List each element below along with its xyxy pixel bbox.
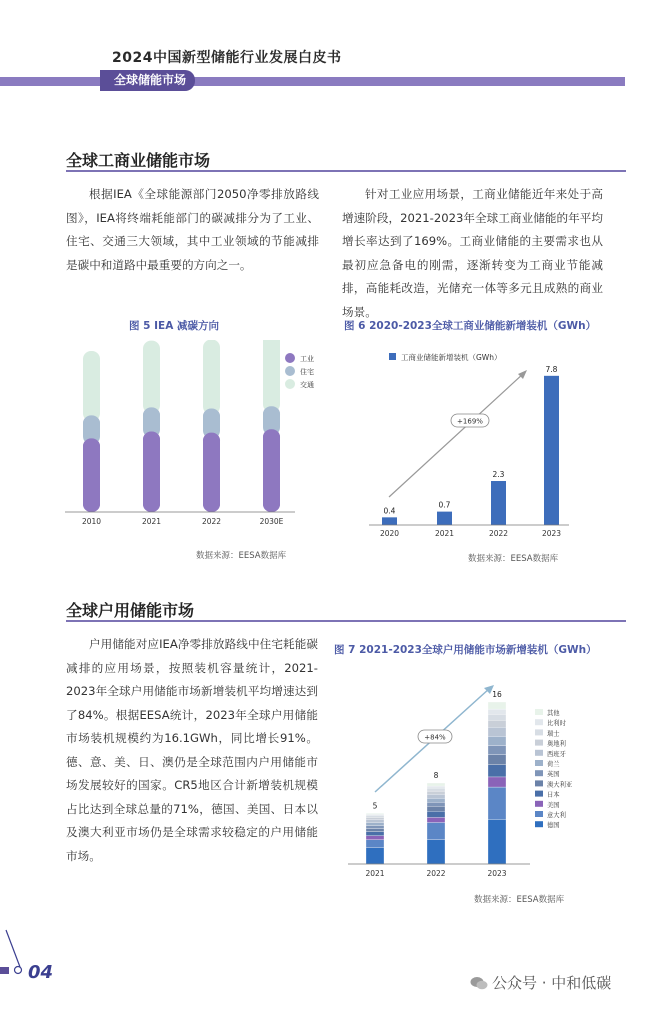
header-rule [0, 77, 625, 86]
fig7-seg-瑞士-2023 [488, 714, 506, 720]
paragraph-iea: 根据IEA《全球能源部门2050净零排放路线图》，IEA将终端耗能部门的碳减排分为了工业、住宅、交通三大领域，其中工业领域的节能减排是碳中和道路中最重要的方向之一。 [66, 187, 319, 272]
fig7-legend-label: 其他 [547, 710, 560, 717]
fig7-seg-英国-2022 [427, 802, 445, 806]
fig7-legend-swatch-比利时 [535, 719, 543, 725]
fig5-x-tick: 2021 [141, 517, 162, 526]
fig5-seg-工业-2030E [263, 429, 280, 512]
fig7-legend-label: 比利时 [547, 720, 566, 728]
fig7-seg-澳大利亚-2023 [488, 755, 506, 765]
fig6-value-label: 0.4 [383, 506, 396, 516]
paragraph-commercial: 针对工业应用场景，工商业储能近年来处于高增速阶段，2021-2023年全球工商业储能的年平均增长率达到了169%。工商业储能的主要需求也从最初应急备电的刚需，逐渐转变为工商业节能减排，高能耗改造，光储充一体等多元且成熟的商业场景。 [342, 187, 603, 319]
fig7-seg-奥地利-2022 [427, 791, 445, 794]
fig5-legend-dot-交通 [285, 379, 295, 389]
document-title: 2024中国新型储能行业发展白皮书 [112, 50, 342, 66]
fig7-legend-label: 意大利 [547, 812, 566, 819]
fig7-legend-label: 奥地利 [547, 740, 566, 748]
fig7-seg-比利时-2023 [488, 709, 506, 714]
fig6-bar-2023 [544, 376, 559, 525]
fig6-x-tick: 2023 [541, 529, 562, 538]
fig5-legend-dot-工业 [285, 353, 295, 363]
fig5-bar-交通-2010 [83, 351, 100, 421]
fig7-seg-奥地利-2023 [488, 720, 506, 727]
fig7-seg-其他-2023 [488, 702, 506, 709]
fig7-legend-swatch-意大利 [535, 811, 543, 817]
fig7-total-label: 5 [372, 801, 378, 811]
fig7-seg-其他-2022 [427, 783, 445, 786]
watermark-text: 公众号 · 中和低碳 [492, 974, 612, 992]
fig7-legend-swatch-奥地利 [535, 740, 543, 746]
watermark [470, 972, 611, 993]
section-title-commercial: 全球工商业储能市场 [66, 151, 211, 170]
fig5-x-tick: 2030E [259, 517, 284, 526]
fig7-legend-label: 英国 [547, 771, 560, 779]
fig7-seg-德国-2021 [366, 848, 384, 864]
fig7-legend-label: 瑞士 [547, 730, 560, 738]
figure-7-source: 数据来源：EESA数据库 [474, 895, 565, 905]
fig7-seg-荷兰-2022 [427, 798, 445, 802]
fig7-seg-西班牙-2022 [427, 794, 445, 798]
fig7-legend-swatch-日本 [535, 791, 543, 797]
section-rule [66, 170, 626, 172]
fig7-seg-德国-2023 [488, 819, 506, 864]
fig7-seg-荷兰-2021 [366, 822, 384, 825]
fig7-seg-日本-2022 [427, 811, 445, 817]
fig7-seg-瑞士-2022 [427, 788, 445, 791]
fig7-seg-日本-2021 [366, 832, 384, 836]
fig7-seg-日本-2023 [488, 765, 506, 777]
fig7-legend-label: 日本 [547, 791, 560, 799]
fig7-x-tick: 2021 [365, 869, 385, 878]
fig7-seg-意大利-2023 [488, 787, 506, 819]
page-number: 04 [28, 962, 54, 983]
figure-6-title: 图 6 2020-2023全球工商业储能新增装机（GWh） [344, 320, 597, 332]
fig5-seg-住宅-2022 [203, 409, 220, 433]
fig7-legend-swatch-荷兰 [535, 760, 543, 766]
fig7-seg-美国-2023 [488, 777, 506, 787]
figure-5-source: 数据来源：EESA数据库 [196, 551, 287, 561]
figure-5-title: 图 5 IEA 减碳方向 [129, 320, 219, 332]
fig5-legend-label: 工业 [300, 355, 314, 363]
fig7-seg-西班牙-2023 [488, 727, 506, 736]
fig6-x-tick: 2021 [434, 529, 455, 538]
fig5-x-tick: 2010 [81, 517, 102, 526]
fig6-bar-2020 [382, 517, 397, 525]
figure-7-title: 图 7 2021-2023全球户用储能市场新增装机（GWh） [334, 644, 597, 656]
section-title-residential: 全球户用储能市场 [66, 601, 195, 620]
fig7-legend-swatch-德国 [535, 821, 543, 827]
fig5-legend-label: 住宅 [300, 368, 314, 376]
fig7-seg-美国-2022 [427, 817, 445, 822]
fig5-bar-交通-2021 [143, 341, 160, 414]
fig5-legend-label: 交通 [300, 381, 314, 389]
figure-6-legend-label: 工商业储能新增装机（GWh） [401, 353, 502, 362]
fig7-seg-比利时-2022 [427, 786, 445, 788]
chapter-tab: 全球储能市场 [100, 70, 195, 91]
fig7-seg-意大利-2022 [427, 822, 445, 839]
fig7-seg-澳大利亚-2021 [366, 829, 384, 832]
fig7-seg-瑞士-2021 [366, 815, 384, 817]
fig7-seg-荷兰-2023 [488, 736, 506, 745]
fig7-legend-swatch-西班牙 [535, 750, 543, 756]
fig7-seg-英国-2023 [488, 746, 506, 755]
fig7-legend-label: 西班牙 [547, 750, 566, 758]
fig6-bar-2022 [491, 481, 506, 525]
fig6-value-label: 2.3 [492, 470, 505, 480]
fig7-legend-swatch-澳大利亚 [535, 780, 543, 786]
fig6-bar-2021 [437, 512, 452, 525]
fig7-x-tick: 2023 [487, 869, 507, 878]
wechat-icon [470, 976, 488, 990]
fig5-seg-工业-2010 [83, 438, 100, 512]
fig7-legend-label: 德国 [547, 822, 560, 830]
fig7-seg-英国-2021 [366, 826, 384, 829]
fig5-seg-住宅-2021 [143, 407, 160, 431]
fig7-seg-德国-2022 [427, 840, 445, 864]
fig7-seg-奥地利-2021 [366, 817, 384, 819]
fig7-legend-label: 美国 [547, 801, 560, 809]
fig7-seg-西班牙-2021 [366, 819, 384, 822]
fig7-legend-label: 澳大利亚 [547, 781, 573, 789]
fig5-legend-dot-住宅 [285, 366, 295, 376]
fig6-value-label: 0.7 [438, 500, 451, 510]
fig7-legend-swatch-英国 [535, 770, 543, 776]
fig7-legend-label: 荷兰 [547, 761, 560, 768]
fig7-legend-swatch-美国 [535, 801, 543, 807]
fig7-seg-澳大利亚-2022 [427, 806, 445, 811]
paragraph-residential: 户用储能对应IEA净零排放路线中住宅耗能碳减排的应用场景，按照装机容量统计，2021-2023年全球户用储能市场新增装机平均增速达到了84%。根据EESA统计，2023年全球户用储能市场装机规模约为16.1GWh，同比增长91%。德、意、美、日、澳仍是全球范围内户用储能市场发展较好的国家。CR5地区合计新增装机规模占比达到全球总量的71%，德国、美国、日本以及澳大利亚市场仍是全球需求较稳定的户用储能市场。 [66, 637, 318, 863]
fig6-value-label: 7.8 [545, 364, 558, 374]
figure-6-source: 数据来源：EESA数据库 [468, 554, 559, 564]
fig5-x-tick: 2022 [201, 517, 222, 526]
fig7-seg-其他-2021 [366, 813, 384, 814]
figure-6-legend-swatch [389, 353, 396, 360]
fig7-legend-swatch-瑞士 [535, 729, 543, 735]
fig5-seg-工业-2022 [203, 433, 220, 512]
figure-7-chart [340, 672, 610, 887]
fig6-x-tick: 2022 [488, 529, 509, 538]
figure-5-chart [60, 340, 330, 540]
fig6-annotation: +169% [457, 417, 483, 426]
figure-6-chart [364, 345, 584, 545]
fig6-x-tick: 2020 [379, 529, 400, 538]
fig7-seg-比利时-2021 [366, 814, 384, 815]
fig7-legend-swatch-其他 [535, 709, 543, 715]
section-rule-2 [66, 620, 626, 622]
fig5-seg-住宅-2010 [83, 415, 100, 438]
fig7-seg-意大利-2021 [366, 840, 384, 848]
fig5-bar-交通-2030E [263, 340, 280, 412]
fig7-total-label: 8 [433, 771, 439, 780]
fig5-seg-住宅-2030E [263, 406, 280, 429]
fig7-annotation: +84% [424, 733, 446, 742]
fig5-bar-交通-2022 [203, 340, 220, 415]
fig7-total-label: 16 [492, 690, 502, 699]
fig7-x-tick: 2022 [426, 869, 446, 878]
fig5-seg-工业-2021 [143, 432, 160, 513]
fig7-seg-美国-2021 [366, 836, 384, 840]
